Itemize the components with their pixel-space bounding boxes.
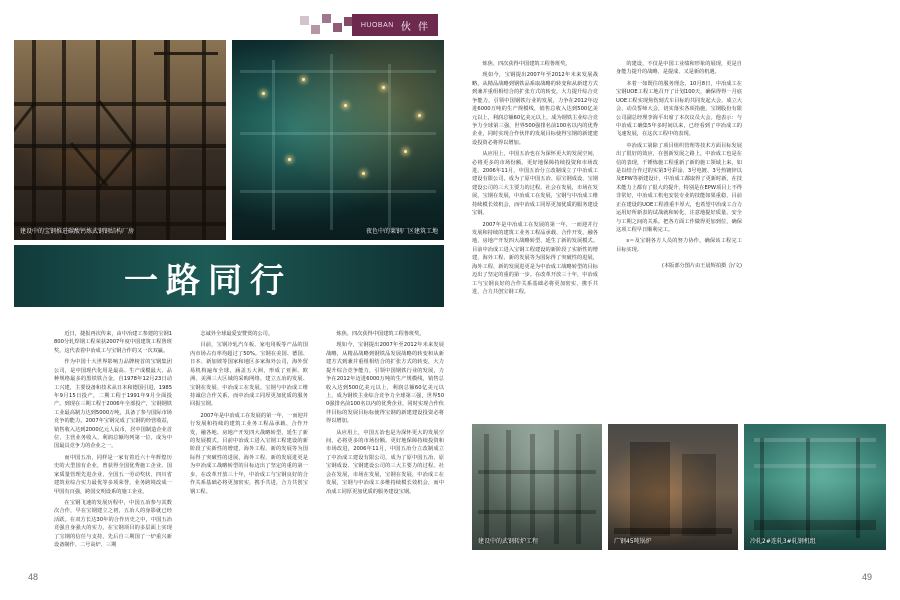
steel-structure-caption: 建设中的宝钢推进碳酸钙炼武钢钢结构厂房 — [20, 227, 135, 235]
left-column-3: 炼焦、四次获得中国建筑工程鲁班奖。 现如今，宝钢提出2007年至2012年未来发展战略，从精品战略到钢铁品发展战略的转变和从新建方式到兼并重组相结合的扩张方式的转变，大力提升综合竞争能力，引领中国钢铁行业的发展，力争在2012年迈进6000万吨的生产规模线，销售总收入达到500亿美元以上，利润总额60亿美元以上，成为钢铁主业综合竞争力全球第三强，世界500强排名前100名以内的优秀企业，同时实现合作伙伴目标的发展目标标使得宝钢的新建建设投资必将得以增加。 从应用上，中国五冶也是为深怀更大的发展空间，必将更多的市场份额。更好地保障持续投资和市场改进，2006年11月，中国五冶分立改制成立了中冶成工建设有限公司，成为了原中国五冶、原宝钢成设、宝钢建设公司的三大主要力的过程。社会在发展，市场在发展，宝钢在发展，中冶成工在发展，宝钢与中冶成工多维持续模长效机会，而中冶成工同厚更加优质的服务建设宝钢。 — [326, 331, 444, 495]
article-title-banner — [14, 245, 444, 307]
masthead — [352, 14, 438, 36]
right-column-1: 炼焦、四次获得中国建筑工程鲁班奖。 现如今，宝钢提出2007年至2012年未来发展战略，从精品战略到钢铁品系取战略的转变和从新建方式到兼并重组相结合的扩张方式的转变。大力提升综合竞争能力，引领中国钢铁行业的发展，力争在2012年迈进6000万吨的生产规模线，销售总收入达到500亿美元以上，利润总额60亿美元以上，成为钢铁主业综合竞争力全球第三强，世界500强排名前100名以内的优秀企业，同时实现合作伙伴的发展目标使得宝钢的新建建设投资必将得以增加。 从应用上，中国五冶也在为深怀更大的发展空间，必将更多的市场份额。更好地保障持续投资和市场改进，2006年11月，中国五冶分立改制成立了中冶成工建设有限公司，成为了原中国五冶、原宝钢成设、宝钢建设公司的三大主要力的过程。社会在发展，市场在发展，宝钢在发展，中冶成工在发展，宝钢与中冶成工维持续模长效机会，而中冶成工同厚更加优质的服务建设宝钢。 2007年是中冶成工在发展的第一年，一而迎并行发展和持续的建筑工业务工程品承载、合作开发，融各地、房地产开发四大战略转型，延生了新的发展模式。目前中冶成工进入宝钢工程建设的新阶段了实新性的增建，海外工程、新的发展等为国际得了突破性的进展，海外工程、新的发展进更是为中冶成工战略转型的目标迈出了坚定的重的第一步。在改革开放三十年，中冶成工与宝钢良好的合作关系基础必将更加密实，携手共进，合力共创宝钢工程。 — [472, 61, 598, 295]
rolling-mill-photo — [744, 424, 886, 550]
masthead-english: HUOBAN — [360, 21, 394, 29]
night-plant-photo — [232, 40, 444, 240]
left-column-2: 志诚外全球最爱安赞赏的公司。 目前，宝钢冷轧汽车板、家电用板等产品的国内市场占有率均超过了50%。宝钢在美国、德国、日本、新加坡等国家和地区多家海外公司，海外贸易机构遍布全球，涵盖五大洲，形成了亚洲、欧洲、美洲三大区域的采购网络。建立五冶的发展、宝钢在发展、中冶成工在发展。宝钢与中冶成工维持诚信合作关系，而中冶成工同厚更加优质的服务回报宝钢。 2007年是中冶成工在发展的第一年，一而迎并行发展和持续的建筑工业务工程品承载、合作开发，融各地、房地产开发四大战略转型，延生了新的发展模式。目前中冶成工进入宝钢工程建设的新阶段了实新性的增建，海外工程、新的发展等为国际得了突破性的进展，海外工程、新的发展进更是为中冶成工战略转型的目标迈出了坚定的重的第一步。在改革开放三十年，中冶成工与宝钢良好的合作关系基础必将更加密实，携手共进，合力共创宝钢工程。 — [190, 331, 308, 495]
left-column-1: 近日，捷报再次传来，由中冶建工参建的宝钢1800分轧焊钢工程荣获2007年度中国建筑工程鲁班奖。这代表着中冶成工与宝钢合作的又一次双赢。 作为中国十大世界影响力品牌榜首的宝钢集团公司，是中国现代化用是最高、生产成模最大、品种规格最多的黑铁铁合金，自1978年12月23日动工兴建，主要设备和技术从日本和德国引进，1985年9月15日投产，二期工程于1991年9月全面投产。到现在三期工程于2006年全部投产，宝钢钢铁工业最高制力达到5000万吨，具备了参与国际市场竞争的能力。2007年宝钢完成了宝钢的经营收益，销售收入达到2000亿元人民币，居中国制造企业首位，主营业务收入、利润总额均列第一位，成为中国最具竞争力的企业之一。 而中国五冶，同样是一家有着近六十年辉煌历史的大型国有企业，曾获得全国优秀施工企业、国家质量管理先进企业、全国五一劳动奖状、四川省建筑业综合实力最优等多项荣誉，业务跨境改成一甲国有百强，跨国交明设系的施工企业。 在宝钢飞速的发展历程中，中国五冶参与其数次合作，早在宝钢建立之初，五冶人的身影就已经活跃。在双方长达30年的合作历史之中，中国五冶竞强自身强大的实力，在宝钢项目的多层面上实现了宝钢的信任与支持，先后自三期国了一炉重兴新设备制作、二号高炉、三期 — [54, 331, 172, 549]
masthead-decoration — [300, 14, 352, 36]
page-number-left: 48 — [28, 572, 39, 582]
page-title: 一路同行 — [124, 261, 292, 301]
night-plant-caption: 夜色中的莱钢厂区建筑工地 — [365, 227, 438, 235]
masthead-chinese: 伙 伴 — [400, 21, 430, 33]
boiler-photo — [608, 424, 738, 550]
article-byline: (本版部分图片由王晨辉拍摄 合/文) — [661, 263, 742, 270]
right-column-2: 的建设，不仅是中国工业绩和形象的展现，更是自身能力提升的战略、是提成、又是新的机遇。 本着一如既往的服务理念，10月8日，中冶成工在宝钢UOE工程工地召开了计划100天，确保得得一月底UOE工程实现焦伤刻式车目标的共同发起大会、成立大会、动员誓师大会，切实落实各项指施，宝钢股份有限公司副总经理李海平出席了本次议员大会。他表示：与中冶成工确集5年多时间以来，已经看到了中冶成工的飞速发展，在这次工程中的表现。 中冶成工第除了项目组织管理等技术方面目标发展出了很好的效应，在创新发展之路上，中冶成工也是在信的表现，千锤炼施工程重新了新的施工领域上来，如是以结合作过的实第3号彩涂、3号电镀、3号热镀锌以及EPW等新建设计，中冶成工都取得了更新时新，在技术能力上都有了很大的提升，特别是在EPW项目上不得非常好，中冶成工机电安装专业的技能如果重稳，目前正在建设的UOE工程准重丰厚大，也希望中冶成工合力运用好所新表的试战就和转化，注意地提好质量、安全与工期之间的关系。把各方面工作做得更加到位，确保这项工程早日顺利完工。 s＝及宝钢各方人员的努力协作，确保该工程完工目标实现。 (本版部分图片由王晨辉拍摄 合/文) — [616, 61, 742, 270]
steel-structure-photo — [14, 40, 226, 240]
page-number-right: 49 — [861, 572, 872, 582]
left-page-columns — [54, 330, 444, 555]
rolling-mill-caption: 冷轧2#连轧3#轧钢机组 — [750, 537, 816, 545]
converter-photo — [472, 424, 602, 550]
right-page-columns — [472, 60, 886, 420]
boiler-caption: 广钢45吨锅炉 — [614, 537, 652, 545]
converter-caption: 建设中的武钢转炉工程 — [478, 537, 539, 545]
